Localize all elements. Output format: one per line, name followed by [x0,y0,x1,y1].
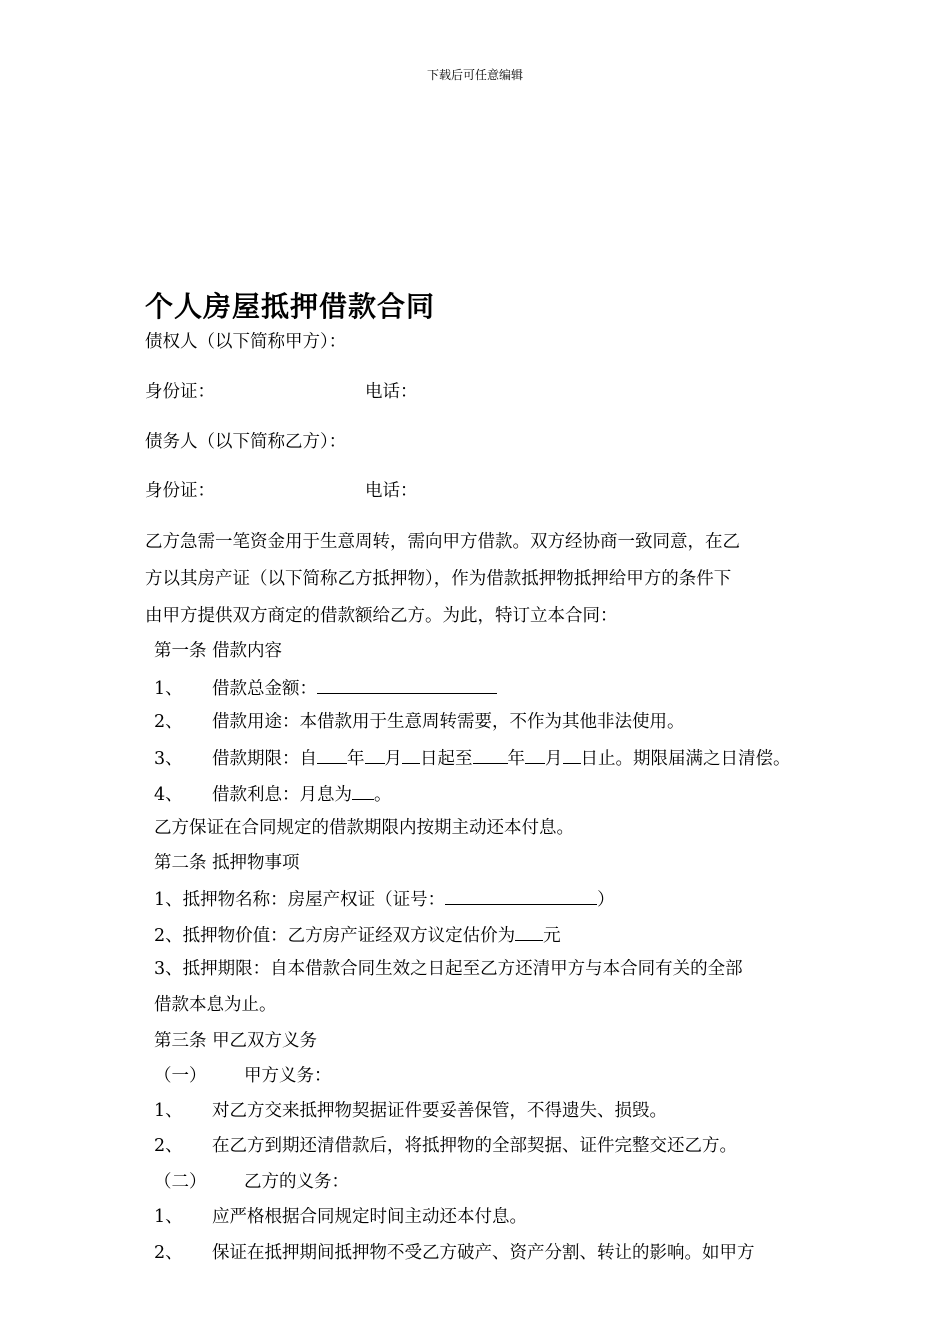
item-number: 1、 [154,679,183,699]
sub-number: （一） [154,1066,207,1086]
valuation-blank [515,922,543,941]
item-text: 借款利息：月息为 [212,785,352,805]
intro-line: 方以其房产证（以下简称乙方抵押物），作为借款抵押物抵押给甲方的条件下 [145,569,732,589]
item-text: 元 [543,926,561,946]
party-b-duty-2 [154,1241,755,1265]
item-number: 1、 [154,1101,183,1121]
end-month-blank [525,745,545,764]
page-header: 下载后可任意编辑 [426,68,523,82]
party-a-duty-2 [154,1134,737,1158]
item-text: 借款总金额： [212,679,317,699]
debtor-phone-label: 电话： [365,481,418,501]
debtor-line: 债务人（以下简称乙方）： [145,432,347,452]
article-1-guarantee: 乙方保证在合同规定的借款期限内按期主动还本付息。 [154,818,574,838]
item-number: 2、 [154,712,183,732]
item-number: 2、 [154,1136,183,1156]
article-2-item-3: 3、抵押期限：自本借款合同生效之日起至乙方还清甲方与本合同有关的全部 [154,959,743,979]
article-2-item-3-cont: 借款本息为止。 [154,995,277,1015]
sub-title: 甲方义务： [244,1066,332,1086]
article-2-item-2 [154,922,561,948]
debtor-id-label: 身份证： [145,481,215,501]
item-text: ） [597,890,615,910]
sub-title: 乙方的义务： [244,1172,349,1192]
item-text: 月 [384,749,402,769]
item-number: 4、 [154,785,183,805]
item-text: 在乙方到期还清借款后，将抵押物的全部契据、证件完整交还乙方。 [212,1136,737,1156]
start-year-blank [317,745,347,764]
item-text: 月 [545,749,563,769]
end-day-blank [563,745,581,764]
creditor-line: 债权人（以下简称甲方）： [145,332,347,352]
item-number: 3、 [154,749,183,769]
item-text: 保证在抵押期间抵押物不受乙方破产、资产分割、转让的影响。如甲方 [212,1243,755,1263]
item-text: 年 [507,749,525,769]
article-1-item-4 [154,781,392,807]
debtor-id-row [145,479,418,503]
article-1-item-1 [154,675,497,701]
start-month-blank [365,745,385,764]
creditor-id-row [145,380,418,404]
item-number: 1、 [154,1207,183,1227]
contract-title: 个人房屋抵押借款合同 [145,290,436,323]
item-text: 年 [347,749,365,769]
amount-blank [317,675,497,694]
item-number: 2、 [154,1243,183,1263]
party-a-duties-heading [154,1064,332,1088]
article-3-title: 第三条 甲乙双方义务 [154,1031,318,1051]
article-1-item-2 [154,710,685,734]
sub-number: （二） [154,1172,207,1192]
item-text: 日止。期限届满之日清偿。 [580,749,791,769]
item-text: 2、抵押物价值：乙方房产证经双方议定估价为 [154,926,516,946]
interest-blank [352,781,374,800]
article-1-item-3 [154,745,791,771]
article-1-title: 第一条 借款内容 [154,641,283,661]
end-year-blank [473,745,508,764]
item-text: 日起至 [420,749,473,769]
article-2-item-1 [154,886,615,912]
item-text: 借款期限：自 [212,749,317,769]
item-text: 对乙方交来抵押物契据证件要妥善保管，不得遗失、损毁。 [212,1101,667,1121]
item-text: 1、抵押物名称：房屋产权证（证号： [154,890,446,910]
item-text: 借款用途：本借款用于生意周转需要，不作为其他非法使用。 [212,712,685,732]
item-text: 应严格根据合同规定时间主动还本付息。 [212,1207,527,1227]
party-b-duties-heading [154,1170,349,1194]
intro-line: 由甲方提供双方商定的借款额给乙方。为此，特订立本合同： [145,606,618,626]
certificate-number-blank [445,886,597,905]
article-2-title: 第二条 抵押物事项 [154,853,300,873]
party-b-duty-1 [154,1205,527,1229]
start-day-blank [402,745,420,764]
intro-line: 乙方急需一笔资金用于生意周转，需向甲方借款。双方经协商一致同意，在乙 [145,532,740,552]
creditor-id-label: 身份证： [145,382,215,402]
creditor-phone-label: 电话： [365,382,418,402]
item-text: 。 [374,785,392,805]
party-a-duty-1 [154,1099,667,1123]
